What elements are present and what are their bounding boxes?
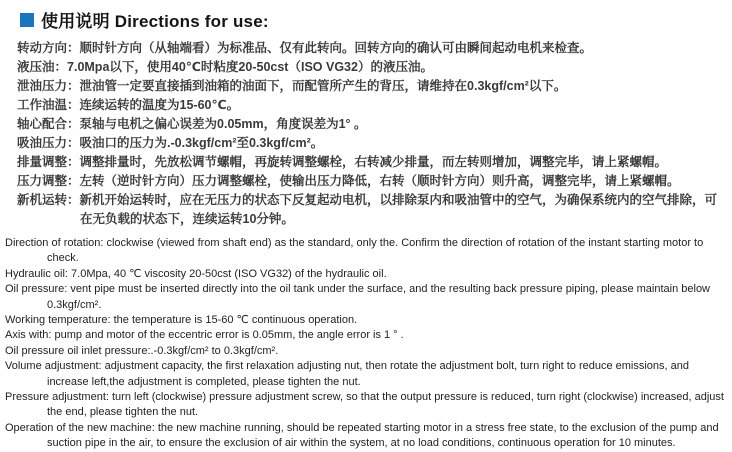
en-line-oil-pressure: Oil pressure: vent pipe must be inserted directly into the oil tank under the surface, and the resulting back pressure piping, please maintain below 0.3kgf/cm². xyxy=(5,283,711,311)
en-line-inlet-pressure: Oil pressure oil inlet pressure:.-0.3kgf/cm² to 0.3kgf/cm². xyxy=(5,344,279,357)
en-line-axis-alignment: Axis with: pump and motor of the eccentric error is 0.05mm, the angle error is 1 ° . xyxy=(5,329,404,342)
cn-line-hydraulic-oil xyxy=(17,58,728,77)
cn-label: 轴心配合： xyxy=(17,117,80,131)
cn-line-drain-pressure xyxy=(17,77,728,96)
cn-text: 顺时针方向（从轴端看）为标准品、仅有此转向。回转方向的确认可由瞬间起动电机来检查。 xyxy=(79,41,593,55)
en-line-new-machine-operation: Operation of the new machine: the new machine running, should be repeated starting motor in a stress free state, to the exclusion of the pump and suction pipe in the air, to ensure the exclusion of air within the system, at no load conditions, continuous operation for 10 minutes. xyxy=(5,421,719,450)
cn-label: 工作油温： xyxy=(17,98,80,112)
page-title xyxy=(20,7,732,32)
en-line-volume-adjustment: Volume adjustment: adjustment capacity, the first relaxation adjusting nut, then rotate the adjustment bolt, turn right to reduce emissions, and increase left,the adjustment is completed, please tighten the nut. xyxy=(5,360,690,388)
cn-line-working-temperature xyxy=(17,96,728,115)
blue-square-bullet-icon xyxy=(20,13,34,27)
cn-label: 泄油压力： xyxy=(17,79,80,93)
chinese-instructions-section xyxy=(17,39,728,229)
cn-line-pressure-adjustment xyxy=(17,172,728,191)
cn-line-axis-alignment xyxy=(17,115,728,134)
cn-line-new-machine-operation xyxy=(17,191,728,229)
cn-text: 泄油管一定要直接插到油箱的油面下，而配管所产生的背压，请维持在0.3kgf/cm²以下。 xyxy=(79,79,567,93)
cn-text: 调整排量时，先放松调节螺帽，再旋转调整螺栓，右转减少排量，而左转则增加，调整完毕，请上紧螺帽。 xyxy=(79,155,668,169)
cn-text: 吸油口的压力为.-0.3kgf/cm²至0.3kgf/cm²。 xyxy=(79,136,324,150)
cn-text: 7.0Mpa以下，使用40℃时粘度20-50cst（ISO VG32）的液压油。 xyxy=(67,60,433,74)
cn-line-suction-pressure xyxy=(17,134,728,153)
cn-label: 压力调整： xyxy=(17,174,80,188)
cn-label: 吸油压力： xyxy=(17,136,80,150)
en-line-working-temperature: Working temperature: the temperature is 15-60 ℃ continuous operation. xyxy=(5,314,358,327)
cn-text: 连续运转的温度为15-60℃。 xyxy=(79,98,240,112)
en-line-rotation-direction: Direction of rotation: clockwise (viewed from shaft end) as the standard, only the. Confirm the direction of rotation of the instant starting motor to check. xyxy=(5,237,704,265)
cn-line-rotation-direction xyxy=(17,39,728,58)
cn-text: 泵轴与电机之偏心误差为0.05mm，角度误差为1° 。 xyxy=(79,117,367,131)
cn-label: 液压油： xyxy=(17,60,68,74)
cn-label: 转动方向： xyxy=(17,41,80,55)
cn-label: 新机运转： xyxy=(17,193,80,207)
cn-text: 新机开始运转时，应在无压力的状态下反复起动电机，以排除泵内和吸油管中的空气，为确保系统内的空气排除，可在无负载的状态下，连续运转10分钟。 xyxy=(79,193,718,226)
page-title-text: 使用说明 Directions for use: xyxy=(41,12,269,31)
cn-text: 左转（逆时针方向）压力调整螺栓，使输出压力降低，右转（顺时针方向）则升高，调整完毕，请上紧螺帽。 xyxy=(79,174,680,188)
cn-label: 排量调整： xyxy=(17,155,80,169)
english-instructions-section xyxy=(5,236,730,452)
en-line-hydraulic-oil: Hydraulic oil: 7.0Mpa, 40 ℃ viscosity 20-50cst (ISO VG32) of the hydraulic oil. xyxy=(5,267,387,280)
en-line-pressure-adjustment: Pressure adjustment: turn left (clockwise) pressure adjustment screw, so that the output pressure is reduced, turn right (clockwise) increased, adjust the end, please tighten the nut. xyxy=(5,391,724,419)
cn-line-displacement-adjustment xyxy=(17,153,728,172)
